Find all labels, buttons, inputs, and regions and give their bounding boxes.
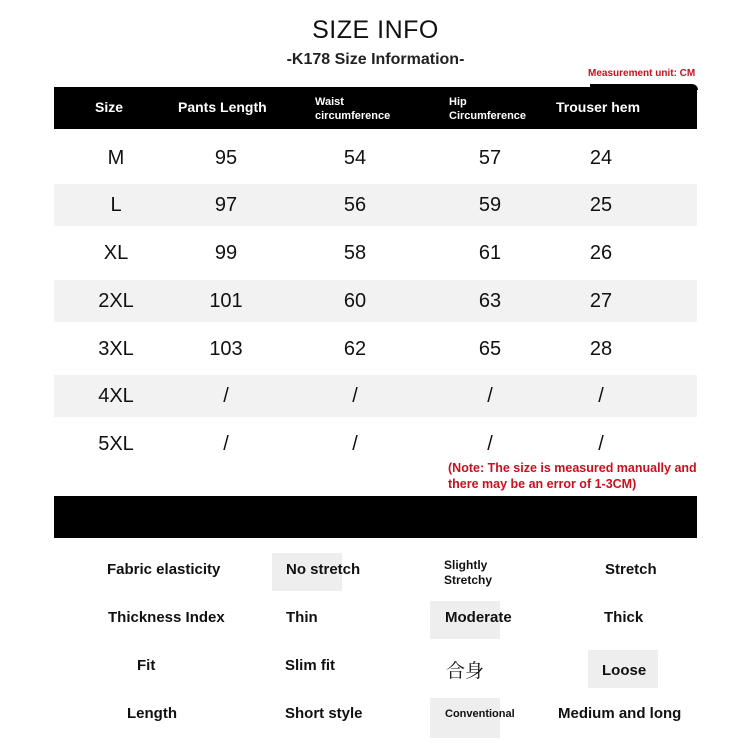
attr-label-fit: Fit	[137, 657, 156, 674]
column-header-hip	[449, 95, 526, 123]
column-header-trouser-hem: Trouser hem	[556, 99, 641, 115]
cell-hem: 26	[589, 242, 613, 264]
column-header-waist-line1: Waist	[315, 96, 344, 108]
size-table-header	[54, 87, 697, 129]
cell-pants-length: 99	[214, 242, 238, 264]
elasticity-option-no-stretch: No stretch	[286, 561, 361, 578]
cell-hip: 61	[478, 242, 502, 264]
attr-label-thickness: Thickness Index	[108, 609, 225, 626]
cell-waist: 62	[343, 338, 367, 360]
cell-hip: 59	[478, 194, 502, 216]
fit-option-regular: 合身	[446, 661, 485, 682]
column-header-hip-line2: Circumference	[449, 110, 527, 122]
cell-hip: 65	[478, 338, 502, 360]
length-option-short: Short style	[285, 705, 363, 722]
cell-hem: /	[598, 433, 604, 455]
cell-hip: /	[487, 433, 493, 455]
cell-size: 5XL	[98, 433, 134, 455]
elasticity-option-slightly-line2: Stretchy	[444, 573, 493, 587]
column-header-waist-line2: circumference	[315, 110, 391, 122]
elasticity-option-slightly-stretchy	[444, 558, 492, 588]
table-row	[54, 137, 697, 179]
column-header-pants-length: Pants Length	[178, 99, 267, 115]
length-option-medium-long: Medium and long	[558, 705, 682, 722]
cell-size: XL	[103, 242, 129, 264]
elasticity-option-stretch: Stretch	[605, 561, 657, 578]
table-row	[54, 328, 697, 370]
elasticity-option-slightly-line1: Slightly	[444, 558, 488, 572]
measurement-unit-label: Measurement unit: CM	[588, 68, 696, 79]
cell-waist: 56	[343, 194, 367, 216]
cell-pants-length: 97	[214, 194, 238, 216]
cell-hem: /	[598, 385, 604, 407]
cell-hip: /	[487, 385, 493, 407]
page-subtitle: -K178 Size Information-	[286, 51, 465, 68]
thickness-option-moderate: Moderate	[445, 609, 512, 626]
note-line1: (Note: The size is measured manually and	[448, 461, 697, 475]
cell-size: 3XL	[98, 338, 134, 360]
thickness-option-thick: Thick	[604, 609, 644, 626]
cell-waist: /	[352, 385, 358, 407]
cell-hip: 57	[478, 147, 502, 169]
cell-pants-length: 103	[209, 338, 243, 360]
cell-size: 2XL	[98, 290, 134, 312]
cell-hem: 24	[589, 147, 613, 169]
attr-label-length: Length	[127, 705, 177, 722]
cell-size: M	[107, 147, 125, 169]
cell-pants-length: 101	[209, 290, 243, 312]
thickness-option-thin: Thin	[286, 609, 318, 626]
cell-pants-length: /	[223, 385, 229, 407]
table-row	[54, 232, 697, 274]
attr-label-elasticity: Fabric elasticity	[107, 561, 221, 578]
cell-hem: 25	[589, 194, 613, 216]
fit-option-loose: Loose	[602, 662, 647, 679]
cell-hem: 27	[589, 290, 613, 312]
cell-size: 4XL	[98, 385, 134, 407]
cell-waist: /	[352, 433, 358, 455]
table-row	[54, 184, 697, 226]
cell-hem: 28	[589, 338, 613, 360]
cell-waist: 58	[343, 242, 367, 264]
length-option-conventional: Conventional	[445, 708, 515, 720]
column-header-size: Size	[95, 99, 124, 115]
fit-option-slim-fit: Slim fit	[285, 657, 336, 674]
cell-pants-length: 95	[214, 147, 238, 169]
cell-pants-length: /	[223, 433, 229, 455]
note-line2: there may be an error of 1-3CM)	[448, 477, 637, 491]
table-row	[54, 375, 697, 417]
cell-waist: 60	[343, 290, 367, 312]
column-header-waist	[315, 95, 390, 123]
table-row	[54, 423, 697, 465]
cell-hip: 63	[478, 290, 502, 312]
column-header-hip-line1: Hip	[449, 96, 467, 108]
cell-size: L	[110, 194, 122, 216]
cell-waist: 54	[343, 147, 367, 169]
table-row	[54, 280, 697, 322]
section-divider-bar	[54, 496, 697, 538]
measurement-note	[448, 460, 697, 492]
page-title: SIZE INFO	[312, 16, 439, 44]
